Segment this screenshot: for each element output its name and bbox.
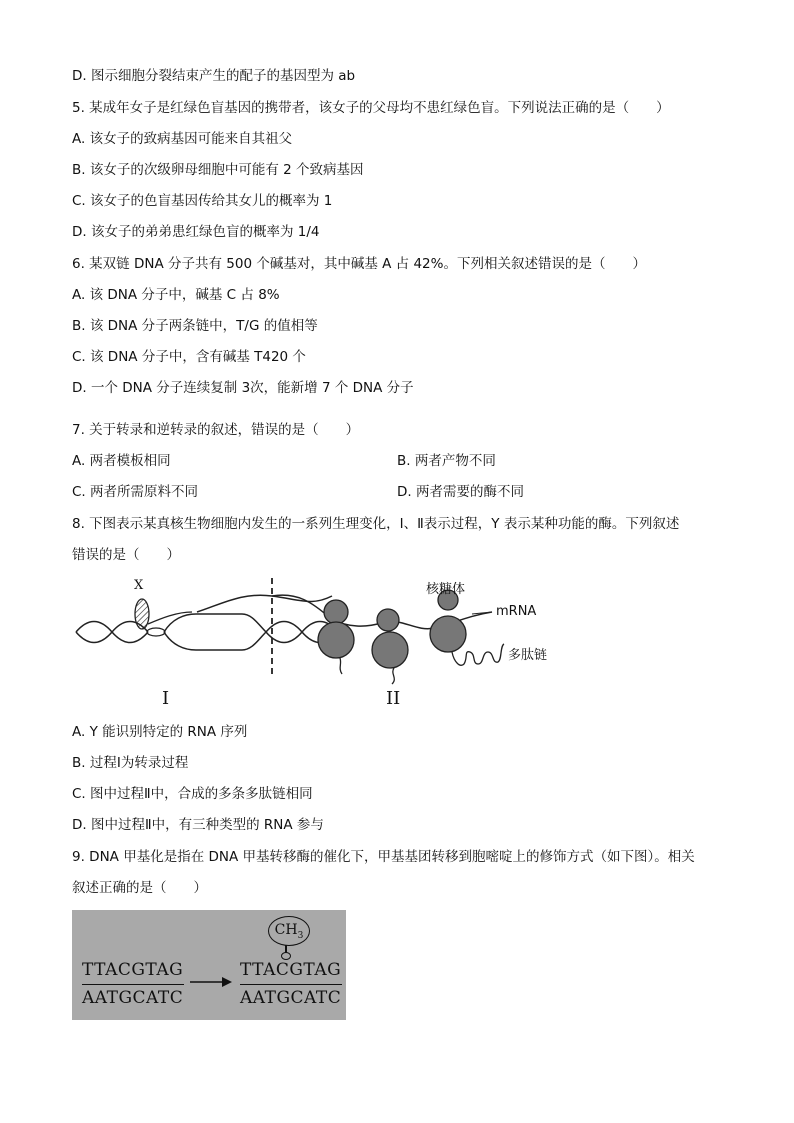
methyl-subscript: 3 bbox=[297, 930, 304, 941]
right-bottom-strand: AATGCATC bbox=[240, 988, 342, 1008]
figure-drawing bbox=[72, 574, 572, 714]
q9-stem-line1: 9. DNA 甲基化是指在 DNA 甲基转移酶的催化下，甲基基团转移到胞嘧啶上的修饰方式（如下图）。相关 bbox=[72, 849, 695, 865]
q7-option-b: B. 两者产物不同 bbox=[397, 453, 496, 469]
q5-option-d: D. 该女子的弟弟患红绿色盲的概率为 1/4 bbox=[72, 224, 320, 240]
q6-stem: 6. 某双链 DNA 分子共有 500 个碱基对，其中碱基 A 占 42%。下列相关叙述错误的是（ ） bbox=[72, 256, 646, 272]
q8-stem-line2: 错误的是（ ） bbox=[72, 547, 180, 563]
left-bottom-strand: AATGCATC bbox=[82, 988, 184, 1008]
q5-option-a: A. 该女子的致病基因可能来自其祖父 bbox=[72, 131, 293, 147]
left-top-strand: TTACGTAG bbox=[82, 960, 184, 980]
q6-option-d: D. 一个 DNA 分子连续复制 3次，能新增 7 个 DNA 分子 bbox=[72, 380, 414, 396]
q4-option-d: D. 图示细胞分裂结束产生的配子的基因型为 ab bbox=[72, 68, 356, 84]
enzyme-x-label: X bbox=[134, 578, 144, 593]
methyl-label: CH bbox=[274, 922, 298, 938]
q5-option-b: B. 该女子的次级卵母细胞中可能有 2 个致病基因 bbox=[72, 162, 364, 178]
process-i-label: I bbox=[162, 688, 170, 709]
arrow-icon bbox=[188, 974, 234, 990]
q8-option-c: C. 图中过程Ⅱ中，合成的多条多肽链相同 bbox=[72, 786, 313, 802]
q8-stem-line1: 8. 下图表示某真核生物细胞内发生的一系列生理变化，Ⅰ、Ⅱ表示过程，Y 表示某种功能的酶。下列叙述 bbox=[72, 516, 680, 532]
q7-stem: 7. 关于转录和逆转录的叙述，错误的是（ ） bbox=[72, 422, 360, 438]
q9-stem-line2: 叙述正确的是（ ） bbox=[72, 880, 207, 896]
right-bond-line bbox=[240, 984, 342, 985]
q6-option-b: B. 该 DNA 分子两条链中，T/G 的值相等 bbox=[72, 318, 318, 334]
process-ii-label: II bbox=[386, 688, 401, 709]
q8-option-b: B. 过程Ⅰ为转录过程 bbox=[72, 755, 189, 771]
q5-option-c: C. 该女子的色盲基因传给其女儿的概率为 1 bbox=[72, 193, 333, 209]
q5-stem: 5. 某成年女子是红绿色盲基因的携带者，该女子的父母均不患红绿色盲。下列说法正确的是（ ） bbox=[72, 100, 670, 116]
dna-methylation-figure bbox=[72, 910, 346, 1020]
transcription-translation-figure bbox=[72, 574, 572, 714]
ribosome-label: 核糖体 bbox=[426, 582, 466, 597]
q7-option-a: A. 两者模板相同 bbox=[72, 453, 171, 469]
right-top-strand: TTACGTAG bbox=[240, 960, 342, 980]
q7-option-c: C. 两者所需原料不同 bbox=[72, 484, 199, 500]
q7-option-d: D. 两者需要的酶不同 bbox=[397, 484, 524, 500]
mrna-label: mRNA bbox=[496, 604, 537, 619]
polypeptide-label: 多肽链 bbox=[508, 648, 548, 663]
q8-option-d: D. 图中过程Ⅱ中，有三种类型的 RNA 参与 bbox=[72, 817, 324, 833]
methyl-anchor bbox=[281, 952, 291, 960]
methyl-group-bubble bbox=[268, 916, 310, 946]
left-bond-line bbox=[82, 984, 184, 985]
q6-option-c: C. 该 DNA 分子中，含有碱基 T420 个 bbox=[72, 349, 306, 365]
q8-option-a: A. Y 能识别特定的 RNA 序列 bbox=[72, 724, 248, 740]
q6-option-a: A. 该 DNA 分子中，碱基 C 占 8% bbox=[72, 287, 280, 303]
